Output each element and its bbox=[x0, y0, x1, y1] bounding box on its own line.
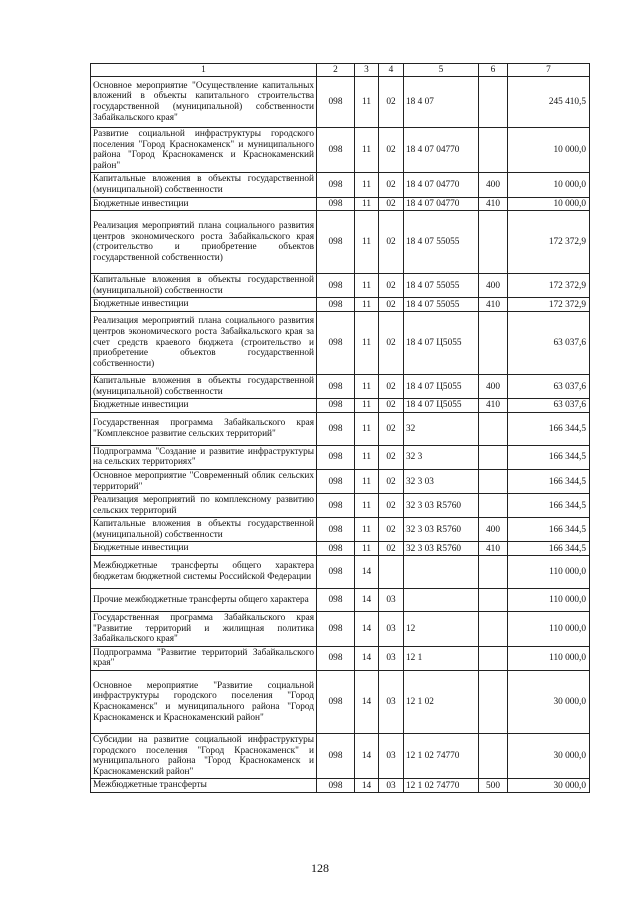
row-name-cell: Реализация мероприятий по комплексному развитию сельских территорий bbox=[91, 494, 317, 518]
row-section-cell: 11 bbox=[355, 412, 379, 445]
row-name-cell: Основное мероприятие "Современный облик сельских территорий" bbox=[91, 469, 317, 493]
row-expense-type-cell bbox=[479, 77, 508, 128]
row-glava-cell: 098 bbox=[317, 211, 355, 274]
table-row bbox=[91, 646, 590, 670]
row-subsection-cell: 02 bbox=[379, 298, 404, 312]
row-target-article-cell: 18 4 07 04770 bbox=[404, 173, 479, 197]
row-subsection-cell: 02 bbox=[379, 412, 404, 445]
row-amount-cell: 110 000,0 bbox=[508, 589, 590, 612]
row-name-cell: Основное мероприятие "Развитие социальной инфраструктуры городского поселения "Город Краснокаменск" и муниципального района "Город Краснокаменск и Краснокаменский район" bbox=[91, 671, 317, 734]
row-amount-cell: 245 410,5 bbox=[508, 77, 590, 128]
row-expense-type-cell: 400 bbox=[479, 173, 508, 197]
row-expense-type-cell bbox=[479, 494, 508, 518]
row-section-cell: 11 bbox=[355, 518, 379, 542]
row-section-cell: 14 bbox=[355, 671, 379, 734]
row-amount-cell: 63 037,6 bbox=[508, 374, 590, 398]
row-glava-cell: 098 bbox=[317, 671, 355, 734]
header-cell: 2 bbox=[317, 64, 355, 77]
row-glava-cell: 098 bbox=[317, 469, 355, 493]
row-glava-cell: 098 bbox=[317, 128, 355, 173]
row-glava-cell: 098 bbox=[317, 445, 355, 469]
row-name-cell: Субсидии на развитие социальной инфраструктуры городского поселения "Город Краснокаменск" и муниципального района "Город Краснокаменск и Краснокаменский район" bbox=[91, 734, 317, 779]
table-row bbox=[91, 311, 590, 374]
table-header-row bbox=[91, 64, 590, 77]
row-target-article-cell bbox=[404, 589, 479, 612]
row-target-article-cell: 18 4 07 04770 bbox=[404, 128, 479, 173]
row-amount-cell: 30 000,0 bbox=[508, 671, 590, 734]
table-row bbox=[91, 734, 590, 779]
row-amount-cell: 172 372,9 bbox=[508, 211, 590, 274]
row-expense-type-cell bbox=[479, 412, 508, 445]
row-subsection-cell: 02 bbox=[379, 274, 404, 298]
row-subsection-cell bbox=[379, 556, 404, 589]
row-target-article-cell bbox=[404, 556, 479, 589]
row-section-cell: 14 bbox=[355, 612, 379, 647]
row-amount-cell: 63 037,6 bbox=[508, 311, 590, 374]
row-name-cell: Капитальные вложения в объекты государственной (муниципальной) собственности bbox=[91, 518, 317, 542]
row-section-cell: 11 bbox=[355, 298, 379, 312]
row-target-article-cell: 18 4 07 55055 bbox=[404, 274, 479, 298]
table-row bbox=[91, 412, 590, 445]
table-row bbox=[91, 779, 590, 793]
table-row bbox=[91, 542, 590, 556]
row-target-article-cell: 18 4 07 04770 bbox=[404, 197, 479, 211]
row-glava-cell: 098 bbox=[317, 589, 355, 612]
row-amount-cell: 166 344,5 bbox=[508, 542, 590, 556]
row-glava-cell: 098 bbox=[317, 274, 355, 298]
row-amount-cell: 30 000,0 bbox=[508, 779, 590, 793]
table-row bbox=[91, 556, 590, 589]
table-row bbox=[91, 469, 590, 493]
row-subsection-cell: 02 bbox=[379, 542, 404, 556]
budget-table bbox=[90, 63, 590, 793]
row-expense-type-cell bbox=[479, 469, 508, 493]
row-subsection-cell: 03 bbox=[379, 779, 404, 793]
row-section-cell: 11 bbox=[355, 77, 379, 128]
row-section-cell: 14 bbox=[355, 734, 379, 779]
row-name-cell: Основное мероприятие "Осуществление капитальных вложений в объекты капитального строительства государственной (муниципальной) собственности Забайкальского края" bbox=[91, 77, 317, 128]
table-row bbox=[91, 274, 590, 298]
table-row bbox=[91, 128, 590, 173]
row-target-article-cell: 12 1 02 74770 bbox=[404, 734, 479, 779]
table-row bbox=[91, 211, 590, 274]
header-cell: 7 bbox=[508, 64, 590, 77]
row-expense-type-cell: 410 bbox=[479, 298, 508, 312]
row-expense-type-cell: 400 bbox=[479, 518, 508, 542]
row-amount-cell: 110 000,0 bbox=[508, 612, 590, 647]
row-subsection-cell: 02 bbox=[379, 445, 404, 469]
row-target-article-cell: 12 1 bbox=[404, 646, 479, 670]
row-glava-cell: 098 bbox=[317, 197, 355, 211]
row-expense-type-cell bbox=[479, 734, 508, 779]
row-name-cell: Бюджетные инвестиции bbox=[91, 399, 317, 413]
table-row bbox=[91, 77, 590, 128]
row-glava-cell: 098 bbox=[317, 399, 355, 413]
row-name-cell: Государственная программа Забайкальского края "Развитие территорий и жилищная политика Забайкальского края" bbox=[91, 612, 317, 647]
row-subsection-cell: 02 bbox=[379, 518, 404, 542]
row-subsection-cell: 02 bbox=[379, 311, 404, 374]
row-name-cell: Межбюджетные трансферты bbox=[91, 779, 317, 793]
row-subsection-cell: 03 bbox=[379, 589, 404, 612]
row-name-cell: Государственная программа Забайкальского края "Комплексное развитие сельских территорий" bbox=[91, 412, 317, 445]
row-glava-cell: 098 bbox=[317, 494, 355, 518]
row-target-article-cell: 18 4 07 Ц5055 bbox=[404, 399, 479, 413]
table-row bbox=[91, 671, 590, 734]
row-expense-type-cell bbox=[479, 556, 508, 589]
row-expense-type-cell: 410 bbox=[479, 197, 508, 211]
row-expense-type-cell bbox=[479, 589, 508, 612]
row-target-article-cell: 12 bbox=[404, 612, 479, 647]
row-subsection-cell: 02 bbox=[379, 494, 404, 518]
row-amount-cell: 166 344,5 bbox=[508, 494, 590, 518]
row-amount-cell: 63 037,6 bbox=[508, 399, 590, 413]
row-section-cell: 14 bbox=[355, 646, 379, 670]
row-target-article-cell: 32 3 03 R5760 bbox=[404, 542, 479, 556]
row-name-cell: Бюджетные инвестиции bbox=[91, 197, 317, 211]
table-row bbox=[91, 374, 590, 398]
row-subsection-cell: 02 bbox=[379, 211, 404, 274]
header-cell: 6 bbox=[479, 64, 508, 77]
row-expense-type-cell: 500 bbox=[479, 779, 508, 793]
row-subsection-cell: 03 bbox=[379, 646, 404, 670]
row-amount-cell: 166 344,5 bbox=[508, 518, 590, 542]
row-section-cell: 11 bbox=[355, 274, 379, 298]
row-amount-cell: 166 344,5 bbox=[508, 445, 590, 469]
row-section-cell: 11 bbox=[355, 494, 379, 518]
row-name-cell: Межбюджетные трансферты общего характера бюджетам бюджетной системы Российской Федерации bbox=[91, 556, 317, 589]
row-section-cell: 11 bbox=[355, 445, 379, 469]
table-row bbox=[91, 445, 590, 469]
table-row bbox=[91, 173, 590, 197]
row-expense-type-cell bbox=[479, 646, 508, 670]
row-expense-type-cell bbox=[479, 311, 508, 374]
row-glava-cell: 098 bbox=[317, 412, 355, 445]
row-subsection-cell: 02 bbox=[379, 77, 404, 128]
row-name-cell: Прочие межбюджетные трансферты общего характера bbox=[91, 589, 317, 612]
row-target-article-cell: 12 1 02 bbox=[404, 671, 479, 734]
row-glava-cell: 098 bbox=[317, 542, 355, 556]
row-expense-type-cell bbox=[479, 671, 508, 734]
row-amount-cell: 110 000,0 bbox=[508, 556, 590, 589]
table-body bbox=[91, 64, 590, 793]
row-name-cell: Капитальные вложения в объекты государственной (муниципальной) собственности bbox=[91, 374, 317, 398]
row-expense-type-cell: 410 bbox=[479, 542, 508, 556]
row-target-article-cell: 32 3 03 R5760 bbox=[404, 518, 479, 542]
row-name-cell: Капитальные вложения в объекты государственной (муниципальной) собственности bbox=[91, 173, 317, 197]
row-expense-type-cell bbox=[479, 128, 508, 173]
row-name-cell: Развитие социальной инфраструктуры городского поселения "Город Краснокаменск" и муниципального района "Город Краснокаменск и Краснокаменский район" bbox=[91, 128, 317, 173]
row-expense-type-cell bbox=[479, 445, 508, 469]
table-row bbox=[91, 298, 590, 312]
row-section-cell: 11 bbox=[355, 399, 379, 413]
row-glava-cell: 098 bbox=[317, 77, 355, 128]
row-glava-cell: 098 bbox=[317, 779, 355, 793]
row-name-cell: Подпрограмма "Развитие территорий Забайкальского края" bbox=[91, 646, 317, 670]
row-section-cell: 14 bbox=[355, 589, 379, 612]
row-section-cell: 11 bbox=[355, 542, 379, 556]
row-subsection-cell: 02 bbox=[379, 197, 404, 211]
row-section-cell: 11 bbox=[355, 374, 379, 398]
row-amount-cell: 166 344,5 bbox=[508, 469, 590, 493]
row-expense-type-cell: 410 bbox=[479, 399, 508, 413]
row-target-article-cell: 32 bbox=[404, 412, 479, 445]
table-row bbox=[91, 494, 590, 518]
row-glava-cell: 098 bbox=[317, 298, 355, 312]
row-amount-cell: 30 000,0 bbox=[508, 734, 590, 779]
row-glava-cell: 098 bbox=[317, 374, 355, 398]
row-glava-cell: 098 bbox=[317, 518, 355, 542]
row-section-cell: 11 bbox=[355, 197, 379, 211]
row-glava-cell: 098 bbox=[317, 556, 355, 589]
row-amount-cell: 10 000,0 bbox=[508, 173, 590, 197]
row-amount-cell: 166 344,5 bbox=[508, 412, 590, 445]
row-name-cell: Подпрограмма "Создание и развитие инфраструктуры на сельских территориях" bbox=[91, 445, 317, 469]
row-subsection-cell: 03 bbox=[379, 612, 404, 647]
page-number: 128 bbox=[311, 861, 329, 875]
table-row bbox=[91, 399, 590, 413]
row-amount-cell: 172 372,9 bbox=[508, 274, 590, 298]
row-target-article-cell: 18 4 07 Ц5055 bbox=[404, 374, 479, 398]
row-amount-cell: 10 000,0 bbox=[508, 197, 590, 211]
row-section-cell: 14 bbox=[355, 556, 379, 589]
row-amount-cell: 110 000,0 bbox=[508, 646, 590, 670]
row-expense-type-cell: 400 bbox=[479, 374, 508, 398]
table-row bbox=[91, 197, 590, 211]
row-target-article-cell: 32 3 03 R5760 bbox=[404, 494, 479, 518]
row-subsection-cell: 02 bbox=[379, 399, 404, 413]
row-section-cell: 11 bbox=[355, 128, 379, 173]
row-section-cell: 11 bbox=[355, 469, 379, 493]
row-amount-cell: 10 000,0 bbox=[508, 128, 590, 173]
row-section-cell: 11 bbox=[355, 173, 379, 197]
row-subsection-cell: 02 bbox=[379, 128, 404, 173]
row-section-cell: 11 bbox=[355, 311, 379, 374]
row-name-cell: Реализация мероприятий плана социального развития центров экономического роста Забайкальского края (строительство и приобретение объектов государственной собственности) bbox=[91, 211, 317, 274]
row-amount-cell: 172 372,9 bbox=[508, 298, 590, 312]
row-name-cell: Капитальные вложения в объекты государственной (муниципальной) собственности bbox=[91, 274, 317, 298]
row-glava-cell: 098 bbox=[317, 173, 355, 197]
row-name-cell: Бюджетные инвестиции bbox=[91, 542, 317, 556]
row-target-article-cell: 18 4 07 55055 bbox=[404, 211, 479, 274]
row-subsection-cell: 02 bbox=[379, 469, 404, 493]
header-cell: 4 bbox=[379, 64, 404, 77]
row-glava-cell: 098 bbox=[317, 612, 355, 647]
table-row bbox=[91, 589, 590, 612]
row-target-article-cell: 18 4 07 Ц5055 bbox=[404, 311, 479, 374]
row-target-article-cell: 12 1 02 74770 bbox=[404, 779, 479, 793]
header-cell: 1 bbox=[91, 64, 317, 77]
row-target-article-cell: 32 3 bbox=[404, 445, 479, 469]
row-expense-type-cell: 400 bbox=[479, 274, 508, 298]
row-section-cell: 14 bbox=[355, 779, 379, 793]
row-subsection-cell: 03 bbox=[379, 671, 404, 734]
row-target-article-cell: 18 4 07 55055 bbox=[404, 298, 479, 312]
row-target-article-cell: 18 4 07 bbox=[404, 77, 479, 128]
row-subsection-cell: 02 bbox=[379, 173, 404, 197]
row-target-article-cell: 32 3 03 bbox=[404, 469, 479, 493]
row-name-cell: Бюджетные инвестиции bbox=[91, 298, 317, 312]
row-expense-type-cell bbox=[479, 612, 508, 647]
table-row bbox=[91, 518, 590, 542]
row-subsection-cell: 02 bbox=[379, 374, 404, 398]
row-glava-cell: 098 bbox=[317, 646, 355, 670]
row-subsection-cell: 03 bbox=[379, 734, 404, 779]
row-name-cell: Реализация мероприятий плана социального развития центров экономического роста Забайкальского края за счет средств краевого бюджета (строительство и приобретение объектов государственной собственности) bbox=[91, 311, 317, 374]
row-glava-cell: 098 bbox=[317, 734, 355, 779]
row-section-cell: 11 bbox=[355, 211, 379, 274]
row-glava-cell: 098 bbox=[317, 311, 355, 374]
header-cell: 3 bbox=[355, 64, 379, 77]
header-cell: 5 bbox=[404, 64, 479, 77]
row-expense-type-cell bbox=[479, 211, 508, 274]
table-row bbox=[91, 612, 590, 647]
